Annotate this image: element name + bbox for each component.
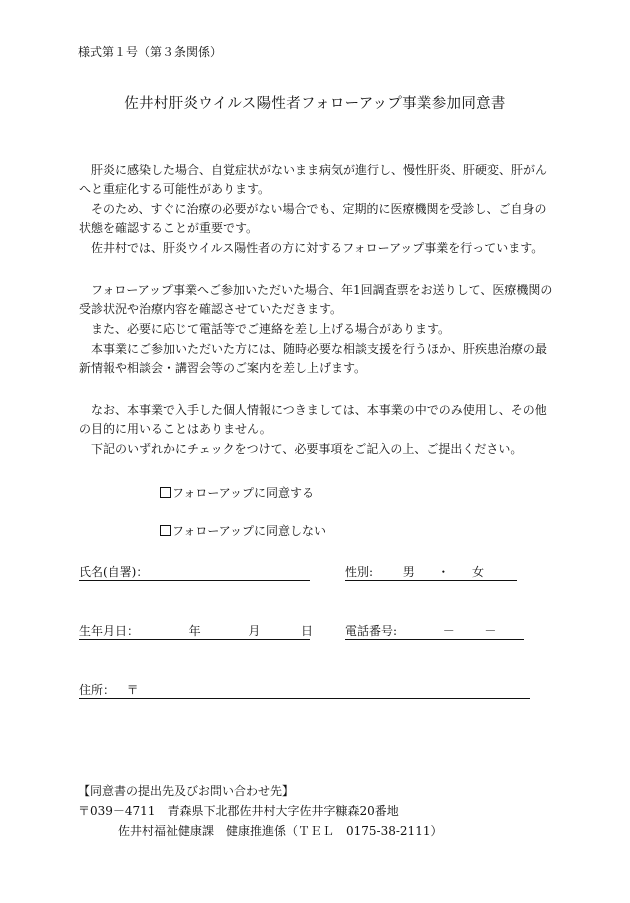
birth-month-label: 月 — [248, 624, 261, 638]
phone-label: 電話番号: — [345, 624, 398, 638]
agree-option[interactable] — [160, 484, 314, 501]
paragraph-5: また、必要に応じて電話等でご連絡を差し上げる場合があります。 — [91, 322, 451, 336]
birth-year-label: 年 — [188, 624, 201, 638]
phone-field[interactable] — [345, 623, 524, 640]
gender-female-option[interactable]: 女 — [472, 565, 485, 579]
phone-dash-2: － — [484, 624, 497, 638]
disagree-option[interactable] — [160, 522, 326, 539]
address-field[interactable] — [79, 682, 530, 699]
contact-heading: 【同意書の提出先及びお問い合わせ先】 — [78, 784, 295, 798]
paragraph-8: 下記のいずれかにチェックをつけて、必要事項をご記入の上、ご提出ください。 — [91, 442, 523, 456]
paragraph-2: そのため、すぐに治療の必要がない場合でも、定期的に医療機関を受診し、ご自身の状態を確認することが重要です。 — [79, 202, 547, 236]
paragraph-7: なお、本事業で入手した個人情報につきましては、本事業の中でのみ使用し、その他の目的に用いることはありません。 — [79, 403, 547, 437]
gender-label: 性別: — [345, 565, 374, 579]
address-label: 住所： — [79, 683, 116, 697]
postal-mark: 〒 — [126, 683, 139, 697]
gender-field[interactable] — [345, 564, 517, 581]
birth-date-field[interactable] — [79, 623, 314, 640]
disagree-label: フォローアップに同意しない — [172, 524, 326, 538]
form-number: 様式第１号（第３条関係） — [78, 45, 223, 59]
gender-separator: ・ — [437, 565, 450, 579]
paragraph-4: フォローアップ事業へご参加いただいた場合、年1回調査票をお送りして、医療機関の受診状況や治療内容を確認させていただきます。 — [79, 283, 553, 317]
phone-dash-1: － — [442, 624, 455, 638]
gender-male-option[interactable]: 男 — [402, 565, 415, 579]
contact-address: 〒039－4711 青森県下北郡佐井村大字佐井字糠森20番地 — [78, 804, 399, 818]
birth-label: 生年月日： — [79, 624, 140, 638]
agree-label: フォローアップに同意する — [172, 486, 314, 500]
document-title: 佐井村肝炎ウイルス陽性者フォローアップ事業参加同意書 — [124, 96, 506, 112]
contact-office: 佐井村福祉健康課 健康推進係（ＴＥＬ 0175‐38‐2111） — [118, 824, 443, 838]
agree-checkbox[interactable] — [160, 487, 171, 498]
name-field[interactable] — [79, 564, 310, 581]
disagree-checkbox[interactable] — [160, 525, 171, 536]
paragraph-1: 肝炎に感染した場合、自覚症状がないまま病気が進行し、慢性肝炎、肝硬変、肝がんへと重症化する可能性があります。 — [79, 163, 548, 197]
paragraph-3: 佐井村では、肝炎ウイルス陽性者の方に対するフォローアップ事業を行っています。 — [91, 241, 544, 255]
paragraph-6: 本事業にご参加いただいた方には、随時必要な相談支援を行うほか、肝疾患治療の最新情報や相談会・講習会等のご案内を差し上げます。 — [79, 342, 548, 376]
name-label: 氏名(自署)： — [79, 565, 149, 579]
birth-day-label: 日 — [301, 624, 314, 638]
